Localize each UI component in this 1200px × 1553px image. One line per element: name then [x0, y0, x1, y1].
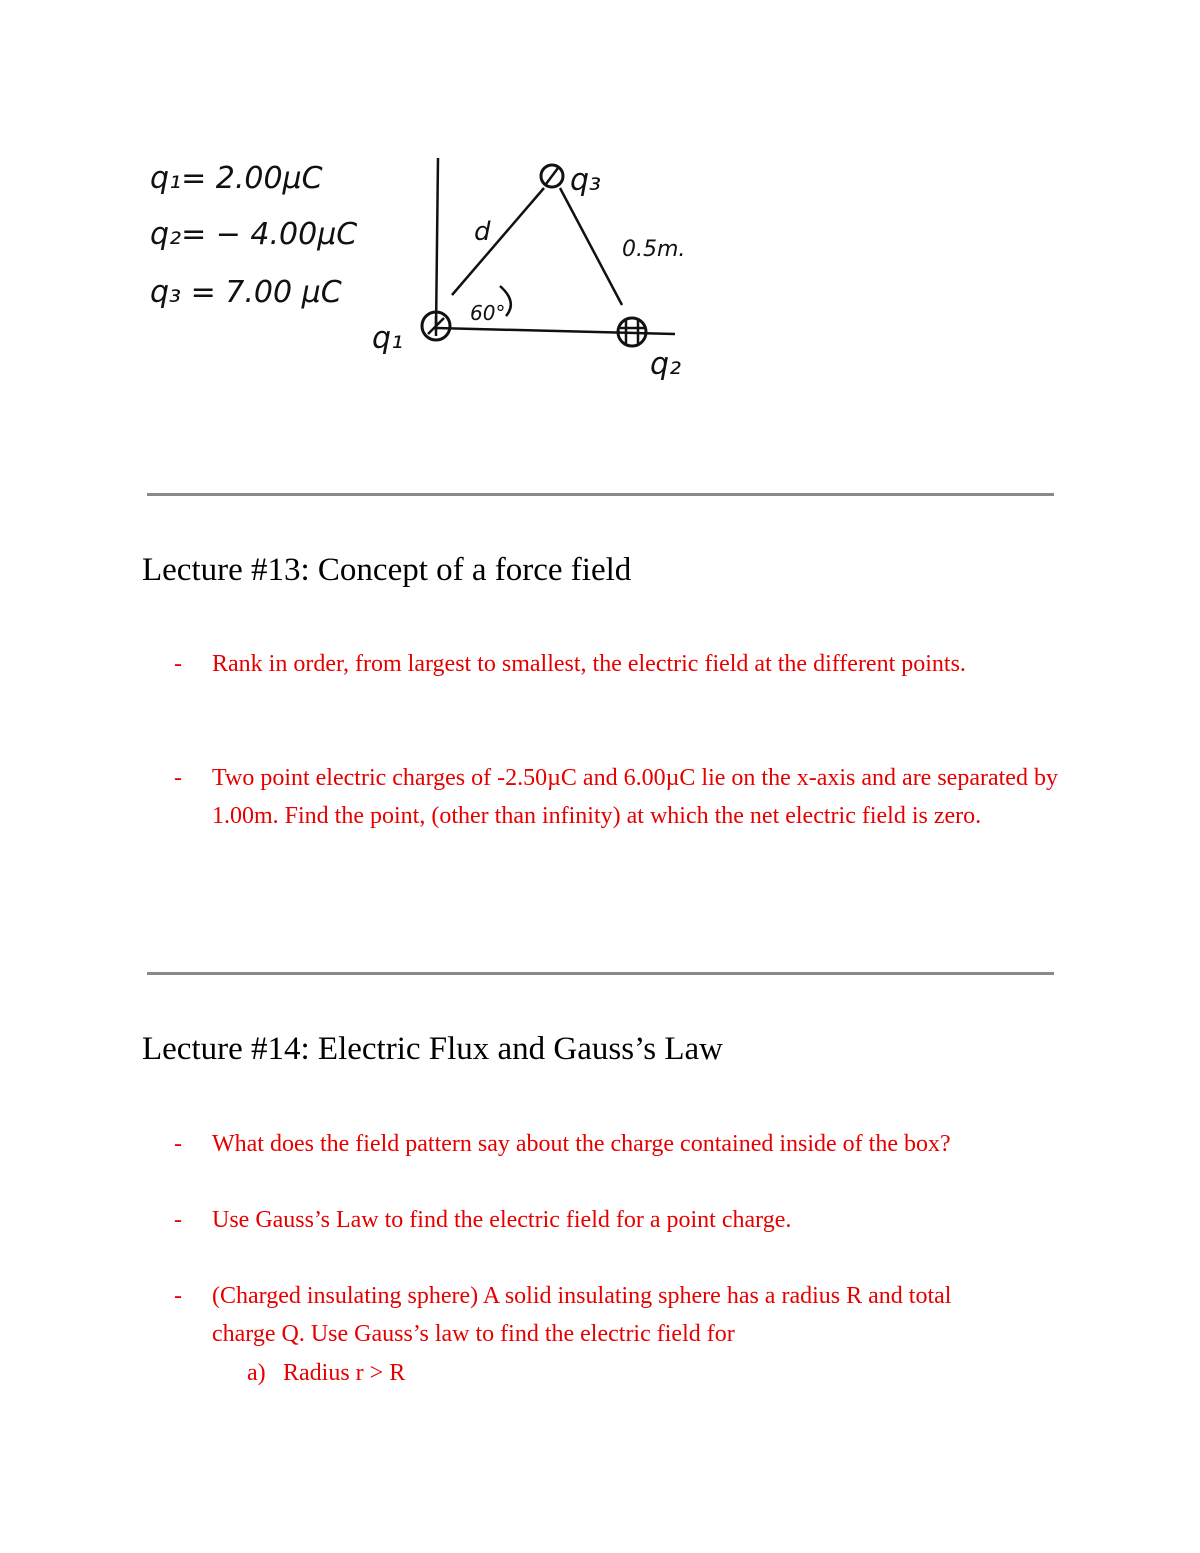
label-side-length: 0.5m.: [622, 237, 686, 262]
subitem-marker: a): [247, 1360, 266, 1386]
section-divider: [147, 972, 1054, 975]
question-text: (Charged insulating sphere) A solid insulating sphere has a radius R and total charge Q. Use Gauss’s law to find the electric field for: [212, 1283, 952, 1347]
section-divider: [147, 493, 1054, 496]
label-q1: q₁: [372, 321, 404, 356]
charge-q3-symbol: [541, 165, 563, 187]
handwritten-sketch: [140, 140, 720, 390]
bullet-marker: -: [174, 1207, 182, 1233]
charge-q1-value: q₁= 2.00μC: [150, 161, 323, 196]
question-text: Use Gauss’s Law to find the electric field for a point charge.: [212, 1207, 792, 1233]
subitem-text: Radius r > R: [283, 1360, 406, 1386]
label-angle: 60°: [470, 301, 506, 325]
question-text: Rank in order, from largest to smallest, the electric field at the different points.: [212, 651, 966, 677]
charge-q1-symbol: [422, 312, 450, 340]
lecture-14-question-1: [174, 1125, 1094, 1163]
lecture-13-title: Lecture #13: Concept of a force field: [142, 552, 632, 588]
y-axis-line: [436, 158, 438, 330]
charge-q3-value: q₃ = 7.00 μC: [150, 275, 342, 310]
bullet-marker: -: [174, 765, 182, 791]
bullet-marker: -: [174, 651, 182, 677]
label-d: d: [474, 217, 491, 247]
bullet-marker: -: [174, 1131, 182, 1157]
lecture-14-question-3-subitem-a: [247, 1354, 405, 1392]
lecture-13-question-2: [174, 759, 1074, 835]
triangle-charge-diagram: [140, 140, 720, 390]
lecture-14-question-3: [174, 1277, 1004, 1353]
lecture-14-question-2: [174, 1201, 1074, 1239]
question-text: What does the field pattern say about the charge contained inside of the box?: [212, 1131, 951, 1157]
lecture-13-question-1: [174, 645, 1074, 683]
label-q3: q₃: [570, 163, 602, 198]
triangle-side-right: [560, 188, 622, 305]
charge-q2-value: q₂= − 4.00μC: [150, 217, 358, 252]
question-text: Two point electric charges of -2.50µC and 6.00µC lie on the x-axis and are separated by 1.00m. Find the point, (other than infinity) at which the net electric field is zero.: [212, 765, 1058, 829]
label-q2: q₂: [650, 347, 682, 382]
lecture-14-title: Lecture #14: Electric Flux and Gauss’s Law: [142, 1031, 723, 1067]
triangle-side-d: [452, 188, 544, 295]
bullet-marker: -: [174, 1283, 182, 1309]
